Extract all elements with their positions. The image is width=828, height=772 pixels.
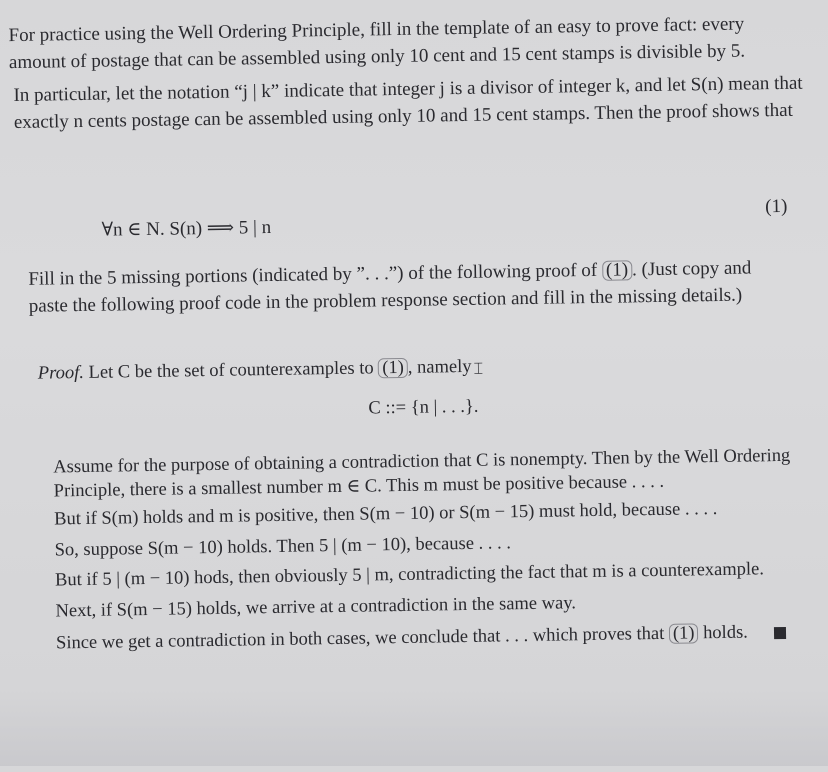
intro-paragraph-1: For practice using the Well Ordering Principle, fill in the template of an easy to prove fact: every amount of postage that can be assembled using only 10 cent and 15 cent stamps is divisible by 5. <box>8 13 746 74</box>
proof-ref-link[interactable]: (1) <box>378 358 408 378</box>
proof-line-3: But if S(m) holds and m is positive, then S(m − 10) or S(m − 15) must hold, because . . . . <box>53 499 718 530</box>
bottom-shadow <box>0 690 828 766</box>
proof-line-2: Principle, there is a smallest number m ∈ C. This m must be positive because . . . . <box>53 471 665 502</box>
instructions-text-2: . (Just copy and paste the following proof code in the problem response section and fill in the missing details.) <box>28 257 752 317</box>
equation-number: (1) <box>765 195 788 218</box>
proof-last-line <box>56 619 816 655</box>
main-equation: ∀n ∈ N. S(n) ⟹ 5 | n <box>101 217 272 241</box>
proof-line-5: But if 5 | (m − 10) hods, then obviously 5 | m, contradicting the fact that m is a counterexample. <box>54 559 765 591</box>
proof-last-end: holds. <box>702 622 748 644</box>
proof-intro <box>38 350 798 389</box>
proof-line-1: Assume for the purpose of obtaining a contradiction that C is nonempty. Then by the Well Ordering <box>53 445 791 478</box>
proof-last-ref-link[interactable]: (1) <box>669 623 699 643</box>
intro-paragraph-2: In particular, let the notation “j | k” indicate that integer j is a divisor of integer k, and let S(n) mean that exactly n cents postage can be assembled using only 10 and 15 cent stamps. Then the proof shows that <box>13 72 803 134</box>
proof-intro-text-2: , namely <box>407 356 472 378</box>
proof-last-text: Since we get a contradiction in both cases, we conclude that . . . which proves that <box>55 623 665 654</box>
set-definition: C ::= {n | . . .}. <box>368 396 479 419</box>
instructions-paragraph <box>28 254 794 320</box>
proof-line-6: Next, if S(m − 15) holds, we arrive at a contradiction in the same way. <box>55 593 577 622</box>
instructions-text: Fill in the 5 missing portions (indicated by ”. . .”) of the following proof of <box>28 259 598 290</box>
equation-ref-link[interactable]: (1) <box>602 260 632 280</box>
proof-line-4: So, suppose S(m − 10) holds. Then 5 | (m − 10), because . . . . <box>54 533 512 561</box>
proof-label: Proof. <box>37 362 85 384</box>
proof-intro-text: Let C be the set of counterexamples to <box>88 358 374 383</box>
qed-square-icon <box>774 627 786 639</box>
text-cursor-icon: ⌶ <box>473 360 484 378</box>
